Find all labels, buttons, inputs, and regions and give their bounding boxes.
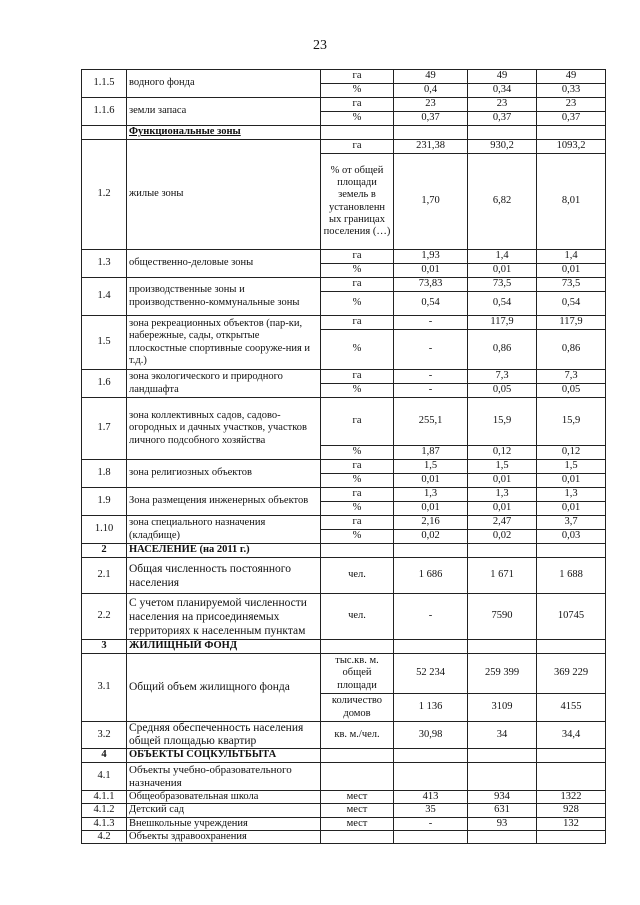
value-current: 23 [394, 98, 468, 112]
row-name: зона религиозных объектов [127, 460, 321, 488]
row-name: Средняя обеспеченность населения общей площадью квартир [127, 722, 321, 749]
value-first-stage: 93 [468, 817, 537, 830]
unit-cell: % от общей площади земель в установленн ых границах поселения (…) [321, 154, 394, 250]
value-current: 0,02 [394, 530, 468, 544]
value-first-stage: 259 399 [468, 654, 537, 694]
row-number: 1.9 [82, 488, 127, 516]
table-row [82, 140, 606, 154]
value-current: - [394, 594, 468, 640]
row-name: жилые зоны [127, 140, 321, 250]
value-final: 0,03 [537, 530, 606, 544]
row-name: Общая численность постоянного населения [127, 558, 321, 594]
unit-cell: га [321, 316, 394, 330]
value-first-stage: 73,5 [468, 278, 537, 292]
row-number: 3.2 [82, 722, 127, 749]
value-first-stage: 0,05 [468, 384, 537, 398]
table-row [82, 594, 606, 640]
unit-cell: га [321, 488, 394, 502]
row-number: 4.1.3 [82, 817, 127, 830]
table-row [82, 250, 606, 264]
unit-cell: % [321, 446, 394, 460]
row-number: 1.7 [82, 398, 127, 460]
row-number: 4.1.1 [82, 791, 127, 804]
empty-cell [537, 763, 606, 791]
value-first-stage: 0,54 [468, 292, 537, 316]
empty-cell [537, 640, 606, 654]
empty-cell [468, 749, 537, 763]
value-final: 117,9 [537, 316, 606, 330]
table-row [82, 791, 606, 804]
value-current: 1,3 [394, 488, 468, 502]
value-current: 0,01 [394, 502, 468, 516]
empty-cell [394, 640, 468, 654]
row-name: Внешкольные учреждения [127, 817, 321, 830]
empty-cell [321, 126, 394, 140]
row-name: Общий объем жилищного фонда [127, 654, 321, 722]
value-final: 34,4 [537, 722, 606, 749]
value-final: 0,01 [537, 264, 606, 278]
section-title: ОБЪЕКТЫ СОЦКУЛЬТБЫТА [127, 749, 321, 763]
row-name: водного фонда [127, 70, 321, 98]
row-number: 4.1.2 [82, 804, 127, 817]
value-final: 0,54 [537, 292, 606, 316]
empty-cell [321, 640, 394, 654]
table-row [82, 488, 606, 502]
value-final: 0,37 [537, 112, 606, 126]
unit-cell: га [321, 140, 394, 154]
unit-cell: % [321, 330, 394, 370]
empty-cell [468, 830, 537, 843]
table-row [82, 516, 606, 530]
value-final: 0,86 [537, 330, 606, 370]
value-first-stage: 631 [468, 804, 537, 817]
row-number: 1.10 [82, 516, 127, 544]
value-current: 0,37 [394, 112, 468, 126]
value-current: 30,98 [394, 722, 468, 749]
value-first-stage: 1,5 [468, 460, 537, 474]
value-current: 0,01 [394, 264, 468, 278]
section-number: 2 [82, 544, 127, 558]
table-row [82, 654, 606, 694]
table-row [82, 804, 606, 817]
section-row [82, 640, 606, 654]
value-current: 413 [394, 791, 468, 804]
table-row [82, 278, 606, 292]
row-number: 1.3 [82, 250, 127, 278]
table-row [82, 558, 606, 594]
row-number: 1.6 [82, 370, 127, 398]
value-current: 1,5 [394, 460, 468, 474]
value-first-stage: 34 [468, 722, 537, 749]
row-number: 2.1 [82, 558, 127, 594]
empty-cell [394, 544, 468, 558]
value-first-stage: 2,47 [468, 516, 537, 530]
unit-cell: % [321, 264, 394, 278]
value-final: 1,3 [537, 488, 606, 502]
unit-cell: га [321, 398, 394, 446]
table-row [82, 460, 606, 474]
value-current: 35 [394, 804, 468, 817]
value-final: 3,7 [537, 516, 606, 530]
value-current: 1 686 [394, 558, 468, 594]
row-number: 1.2 [82, 140, 127, 250]
value-first-stage: 934 [468, 791, 537, 804]
value-current: - [394, 817, 468, 830]
unit-cell: га [321, 516, 394, 530]
value-current: 255,1 [394, 398, 468, 446]
value-first-stage: 49 [468, 70, 537, 84]
row-number: 1.1.6 [82, 98, 127, 126]
section-number: 4 [82, 749, 127, 763]
value-current: 49 [394, 70, 468, 84]
value-first-stage: 1 671 [468, 558, 537, 594]
value-current: 0,54 [394, 292, 468, 316]
row-number: 4.1 [82, 763, 127, 791]
value-first-stage: 0,01 [468, 264, 537, 278]
table-row [82, 316, 606, 330]
unit-cell: га [321, 460, 394, 474]
unit-cell: % [321, 530, 394, 544]
row-name: зона специального назначения (кладбище) [127, 516, 321, 544]
unit-cell: мест [321, 817, 394, 830]
value-first-stage: 7,3 [468, 370, 537, 384]
value-first-stage: 23 [468, 98, 537, 112]
empty-cell [394, 763, 468, 791]
empty-cell [394, 126, 468, 140]
empty-cell [468, 763, 537, 791]
row-number: 1.5 [82, 316, 127, 370]
value-final: 15,9 [537, 398, 606, 446]
section-row [82, 126, 606, 140]
value-current: 231,38 [394, 140, 468, 154]
empty-cell [321, 763, 394, 791]
value-final: 0,01 [537, 474, 606, 488]
unit-cell: % [321, 474, 394, 488]
row-name: Объекты учебно-образовательного назначения [127, 763, 321, 791]
empty-cell [537, 126, 606, 140]
section-title: Функциональные зоны [127, 126, 321, 140]
value-first-stage: 0,86 [468, 330, 537, 370]
value-current: 1,93 [394, 250, 468, 264]
value-current: - [394, 384, 468, 398]
section-title: ЖИЛИЩНЫЙ ФОНД [127, 640, 321, 654]
empty-cell [321, 749, 394, 763]
value-current: 0,01 [394, 474, 468, 488]
value-final: 369 229 [537, 654, 606, 694]
unit-cell: га [321, 250, 394, 264]
table-row [82, 70, 606, 84]
empty-cell [468, 544, 537, 558]
empty-cell [537, 749, 606, 763]
empty-cell [468, 126, 537, 140]
value-final: 1,4 [537, 250, 606, 264]
value-final: 23 [537, 98, 606, 112]
row-number: 1.4 [82, 278, 127, 316]
value-first-stage: 930,2 [468, 140, 537, 154]
unit-cell: га [321, 70, 394, 84]
unit-cell: чел. [321, 594, 394, 640]
section-number: 3 [82, 640, 127, 654]
empty-cell [394, 830, 468, 843]
value-current: - [394, 370, 468, 384]
value-final: 928 [537, 804, 606, 817]
row-name: общественно-деловые зоны [127, 250, 321, 278]
empty-cell [537, 544, 606, 558]
value-first-stage: 0,02 [468, 530, 537, 544]
row-number: 1.1.5 [82, 70, 127, 98]
table-row [82, 722, 606, 749]
unit-cell: мест [321, 804, 394, 817]
empty-cell [321, 544, 394, 558]
value-first-stage: 0,37 [468, 112, 537, 126]
empty-cell [321, 830, 394, 843]
row-number: 3.1 [82, 654, 127, 722]
value-current: - [394, 316, 468, 330]
row-number: 2.2 [82, 594, 127, 640]
value-final: 132 [537, 817, 606, 830]
value-final: 1322 [537, 791, 606, 804]
value-current: 1,70 [394, 154, 468, 250]
section-title: НАСЕЛЕНИЕ (на 2011 г.) [127, 544, 321, 558]
value-current: 1 136 [394, 694, 468, 722]
value-final: 49 [537, 70, 606, 84]
value-current: 1,87 [394, 446, 468, 460]
table-row [82, 763, 606, 791]
empty-cell [468, 640, 537, 654]
section-row [82, 544, 606, 558]
unit-cell: % [321, 502, 394, 516]
unit-cell: % [321, 384, 394, 398]
value-first-stage: 3109 [468, 694, 537, 722]
value-final: 7,3 [537, 370, 606, 384]
table-row [82, 98, 606, 112]
unit-cell: % [321, 292, 394, 316]
row-name: Общеобразовательная школа [127, 791, 321, 804]
empty-cell [82, 126, 127, 140]
value-final: 0,33 [537, 84, 606, 98]
value-final: 0,12 [537, 446, 606, 460]
unit-cell: мест [321, 791, 394, 804]
row-name: зона рекреационных объектов (пар-ки, набережные, сады, открытые плоскостные спортивные сооруже-ния и т.д.) [127, 316, 321, 370]
table-row [82, 817, 606, 830]
value-final: 10745 [537, 594, 606, 640]
row-number: 1.8 [82, 460, 127, 488]
value-first-stage: 117,9 [468, 316, 537, 330]
value-first-stage: 6,82 [468, 154, 537, 250]
value-final: 0,01 [537, 502, 606, 516]
value-final: 0,05 [537, 384, 606, 398]
value-current: 0,4 [394, 84, 468, 98]
unit-cell: га [321, 278, 394, 292]
row-name: производственные зоны и производственно-коммунальные зоны [127, 278, 321, 316]
row-name: зона коллективных садов, садово-огородных и дачных участков, участков личного подсобного хозяйства [127, 398, 321, 460]
row-name: Детский сад [127, 804, 321, 817]
row-name: зона экологического и природного ландшафта [127, 370, 321, 398]
value-first-stage: 15,9 [468, 398, 537, 446]
row-name: Зона размещения инженерных объектов [127, 488, 321, 516]
value-first-stage: 1,4 [468, 250, 537, 264]
value-final: 4155 [537, 694, 606, 722]
value-first-stage: 0,01 [468, 474, 537, 488]
unit-cell: га [321, 370, 394, 384]
table-row [82, 830, 606, 843]
unit-cell: % [321, 84, 394, 98]
value-current: 52 234 [394, 654, 468, 694]
unit-cell: чел. [321, 558, 394, 594]
value-final: 1093,2 [537, 140, 606, 154]
row-name: земли запаса [127, 98, 321, 126]
value-current: 73,83 [394, 278, 468, 292]
empty-cell [394, 749, 468, 763]
value-final: 73,5 [537, 278, 606, 292]
indicators-table [81, 69, 606, 844]
value-final: 1 688 [537, 558, 606, 594]
row-name: Объекты здравоохранения [127, 830, 321, 843]
value-first-stage: 0,34 [468, 84, 537, 98]
unit-cell: тыс.кв. м. общей площади [321, 654, 394, 694]
value-current: - [394, 330, 468, 370]
value-first-stage: 1,3 [468, 488, 537, 502]
value-current: 2,16 [394, 516, 468, 530]
page-number: 23 [313, 38, 327, 53]
value-first-stage: 0,01 [468, 502, 537, 516]
value-final: 8,01 [537, 154, 606, 250]
value-final: 1,5 [537, 460, 606, 474]
unit-cell: га [321, 98, 394, 112]
value-first-stage: 0,12 [468, 446, 537, 460]
unit-cell: % [321, 112, 394, 126]
table-row [82, 370, 606, 384]
section-row [82, 749, 606, 763]
unit-cell: кв. м./чел. [321, 722, 394, 749]
unit-cell: количество домов [321, 694, 394, 722]
table-row [82, 398, 606, 446]
row-number: 4.2 [82, 830, 127, 843]
empty-cell [537, 830, 606, 843]
row-name: С учетом планируемой численности населения на присоединяемых территориях к населенным пунктам [127, 594, 321, 640]
value-first-stage: 7590 [468, 594, 537, 640]
